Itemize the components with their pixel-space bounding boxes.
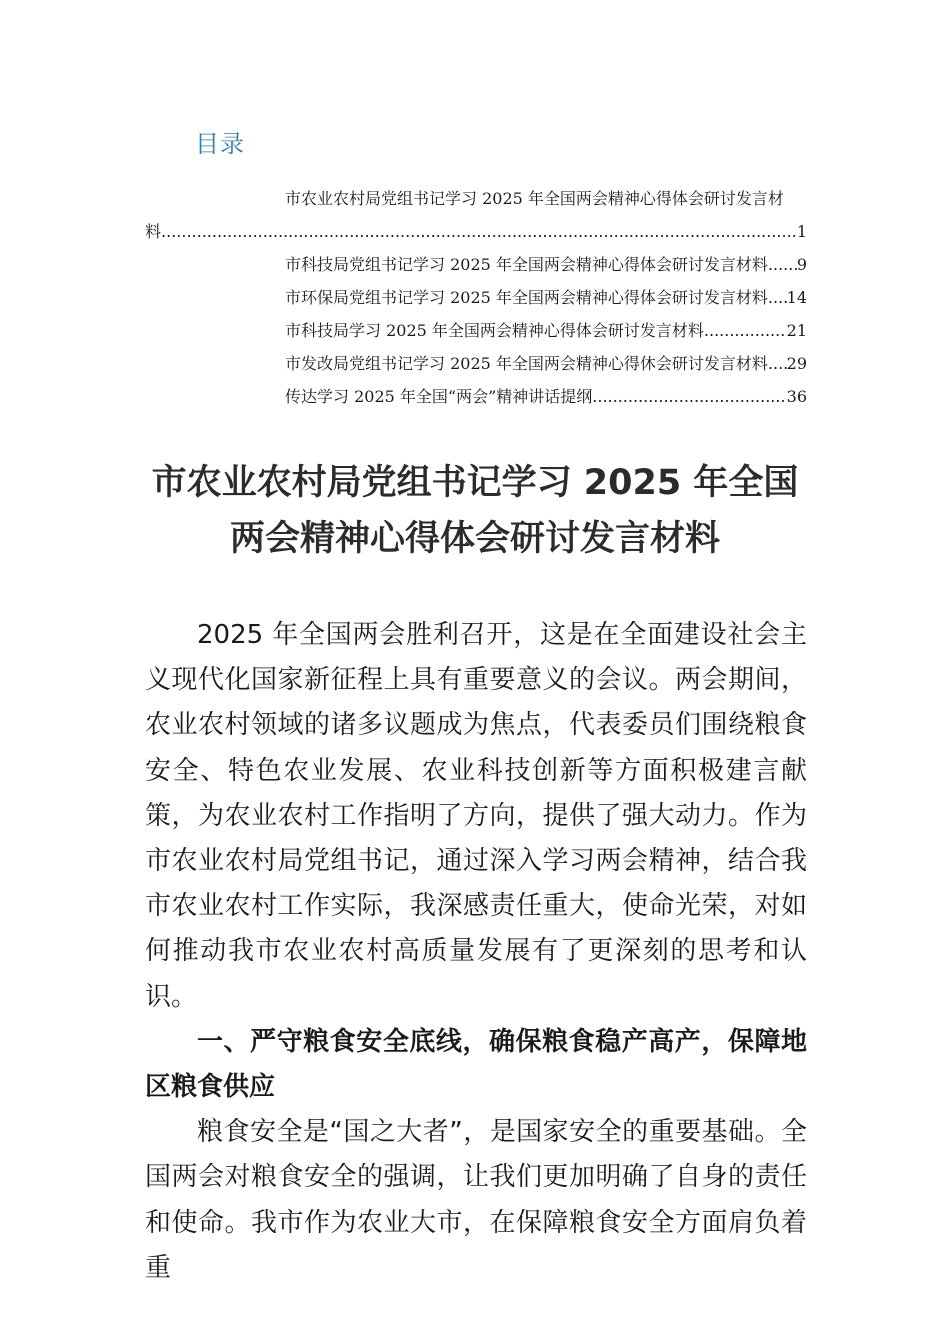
toc-entry[interactable]	[145, 281, 807, 314]
toc-entry-title-continued: 料	[145, 222, 162, 241]
body-paragraph: 2025 年全国两会胜利召开，这是在全面建设社会主义现代化国家新征程上具有重要意义的会议。两会期间，农业农村领域的诸多议题成为焦点，代表委员们围绕粮食安全、特色农业发展、农业科技创新等方面积极建言献策，为农业农村工作指明了方向，提供了强大动力。作为市农业农村局党组书记，通过深入学习两会精神，结合我市农业农村工作实际，我深感责任重大，使命光荣，对如何推动我市农业农村高质量发展有了更深刻的思考和认识。	[145, 620, 807, 1012]
body-paragraph: 粮食安全是“国之大者”，是国家安全的重要基础。全国两会对粮食安全的强调，让我们更加明确了自身的责任和使命。我市作为农业大市，在保障粮食安全方面肩负着重	[145, 1117, 807, 1283]
document-title-line2: 两会精神心得体会研讨发言材料	[229, 519, 720, 559]
document-title-line1: 市农业农村局党组书记学习 2025 年全国	[151, 463, 799, 503]
toc-entry-title: 传达学习 2025 年全国“两会”精神讲话提纲	[285, 387, 593, 406]
toc-leader-dots	[768, 248, 797, 281]
table-of-contents	[145, 182, 807, 413]
toc-entry[interactable]	[145, 314, 807, 347]
toc-entry[interactable]	[145, 347, 807, 380]
toc-entry-title: 市农业农村局党组书记学习 2025 年全国两会精神心得体会研讨发言材	[285, 189, 784, 208]
document-title	[145, 455, 805, 567]
toc-heading: 目录	[195, 130, 245, 158]
toc-leader-dots	[704, 314, 787, 347]
toc-page-number: 14	[786, 288, 807, 307]
document-body	[145, 613, 807, 1291]
toc-page-number: 29	[786, 354, 807, 373]
toc-entry-title: 市发改局党组书记学习 2025 年全国两会精神心得休会研讨发言材料	[285, 354, 768, 373]
toc-entry-title: 市环保局党组书记学习 2025 年全国两会精神心得体会研讨发言材料	[285, 288, 768, 307]
toc-page-number: 21	[786, 321, 807, 340]
toc-entry-title: 市科技局学习 2025 年全国两会精神心得体会研讨发言材料	[285, 321, 704, 340]
toc-page-number: 9	[796, 255, 807, 274]
toc-entry-title: 市科技局党组书记学习 2025 年全国两会精神心得体会研讨发言材料	[285, 255, 768, 274]
section-heading: 一、严守粮食安全底线，确保粮食稳产高产，保障地区粮食供应	[145, 1026, 807, 1103]
toc-page-number: 36	[786, 387, 807, 406]
toc-leader-dots	[768, 281, 787, 314]
toc-entry[interactable]	[145, 248, 807, 281]
toc-page-number: 1	[796, 222, 807, 241]
toc-entry[interactable]	[145, 380, 807, 413]
toc-leader-dots	[161, 215, 797, 248]
toc-leader-dots	[592, 380, 786, 413]
toc-entry[interactable]	[145, 182, 807, 248]
toc-leader-dots	[768, 347, 787, 380]
